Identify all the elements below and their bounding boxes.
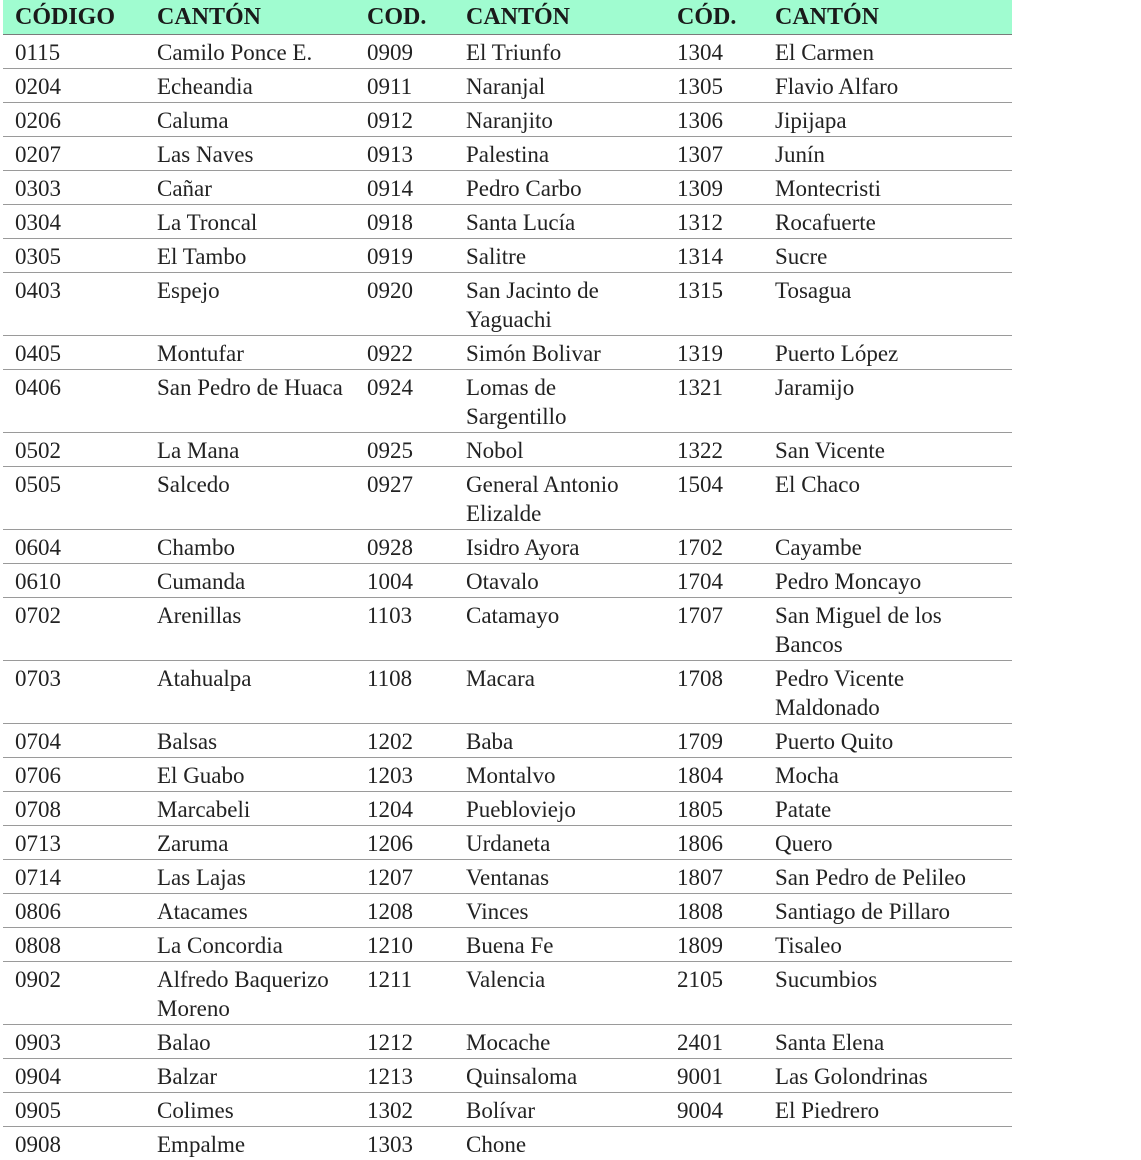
cell-code: 0914 [355,171,454,205]
cell-code: 1806 [665,826,763,860]
cell-canton: San Pedro de Pelileo [763,860,1012,894]
cell-canton: Colimes [145,1093,355,1127]
cell-code: 0206 [3,103,145,137]
cell-canton: Balao [145,1025,355,1059]
cell-code: 1312 [665,205,763,239]
cell-code: 1504 [665,467,763,530]
cell-code: 0922 [355,336,454,370]
cell-canton: Salcedo [145,467,355,530]
cell-canton: San Jacinto de Yaguachi [454,273,665,336]
cell-canton: Camilo Ponce E. [145,35,355,69]
cell-code: 1207 [355,860,454,894]
cell-canton: Balsas [145,724,355,758]
cell-canton: Valencia [454,962,665,1025]
cell-code: 1302 [355,1093,454,1127]
cell-code: 1314 [665,239,763,273]
cell-code: 1709 [665,724,763,758]
cell-code: 1809 [665,928,763,962]
cell-code: 0502 [3,433,145,467]
cell-canton: Lomas de Sargentillo [454,370,665,433]
cell-canton: Mocache [454,1025,665,1059]
cell-canton: Mocha [763,758,1012,792]
table-body [3,35,1012,1160]
cell-canton: Macara [454,661,665,724]
table-row [3,433,1012,467]
cell-code: 0405 [3,336,145,370]
table-row [3,661,1012,724]
cell-code: 2105 [665,962,763,1025]
cell-canton: Echeandia [145,69,355,103]
cell-canton: General Antonio Elizalde [454,467,665,530]
cell-canton: El Guabo [145,758,355,792]
cell-code: 1322 [665,433,763,467]
cell-canton: Montufar [145,336,355,370]
cell-code: 0925 [355,433,454,467]
cell-code: 0403 [3,273,145,336]
header-canton: CANTÓN [145,0,355,35]
cell-canton: Caluma [145,103,355,137]
cell-canton: Jaramijo [763,370,1012,433]
cell-canton: Junín [763,137,1012,171]
cell-canton: Pedro Carbo [454,171,665,205]
cell-canton: Balzar [145,1059,355,1093]
cell-code: 0704 [3,724,145,758]
cell-canton: Marcabeli [145,792,355,826]
cell-code: 0115 [3,35,145,69]
cell-code: 1804 [665,758,763,792]
cell-code: 0604 [3,530,145,564]
cell-code: 0702 [3,598,145,661]
cell-code: 1321 [665,370,763,433]
cell-code: 0903 [3,1025,145,1059]
cell-code: 0706 [3,758,145,792]
cell-canton: Cumanda [145,564,355,598]
cell-canton: Puebloviejo [454,792,665,826]
cell-code: 0703 [3,661,145,724]
cell-code: 1206 [355,826,454,860]
table-row [3,370,1012,433]
cell-canton: Tosagua [763,273,1012,336]
cell-canton: Isidro Ayora [454,530,665,564]
cell-canton: Cayambe [763,530,1012,564]
cell-canton: San Pedro de Huaca [145,370,355,433]
cell-canton: Sucumbios [763,962,1012,1025]
cell-code: 1203 [355,758,454,792]
table-row [3,1025,1012,1059]
cell-canton: Simón Bolivar [454,336,665,370]
cell-code: 1807 [665,860,763,894]
cell-canton: Las Golondrinas [763,1059,1012,1093]
cell-canton: Urdaneta [454,826,665,860]
cell-code: 1004 [355,564,454,598]
table-row [3,826,1012,860]
table-row [3,205,1012,239]
table-row [3,171,1012,205]
cell-canton: El Piedrero [763,1093,1012,1127]
cell-code: 1211 [355,962,454,1025]
cell-canton: Santiago de Pillaro [763,894,1012,928]
cell-code: 0204 [3,69,145,103]
cell-code: 1707 [665,598,763,661]
cell-code: 1307 [665,137,763,171]
table-row [3,598,1012,661]
cell-code: 0304 [3,205,145,239]
cell-code: 1304 [665,35,763,69]
cell-code: 0908 [3,1127,145,1160]
table-row [3,1093,1012,1127]
cell-canton: El Tambo [145,239,355,273]
cell-code: 1212 [355,1025,454,1059]
cell-code: 0303 [3,171,145,205]
cell-canton: Montalvo [454,758,665,792]
cell-code [665,1127,763,1160]
cell-code: 1108 [355,661,454,724]
header-canton: CANTÓN [454,0,665,35]
cell-code: 0505 [3,467,145,530]
cell-canton: Ventanas [454,860,665,894]
header-canton: CANTÓN [763,0,1012,35]
cell-canton [763,1127,1012,1160]
cell-canton: Puerto López [763,336,1012,370]
cell-code: 0911 [355,69,454,103]
table-row [3,273,1012,336]
cell-canton: Santa Lucía [454,205,665,239]
cell-code: 0305 [3,239,145,273]
cell-code: 1213 [355,1059,454,1093]
cell-canton: Arenillas [145,598,355,661]
cell-code: 0708 [3,792,145,826]
cell-canton: El Chaco [763,467,1012,530]
cell-canton: Atahualpa [145,661,355,724]
cell-code: 1315 [665,273,763,336]
table-row [3,530,1012,564]
cell-code: 1702 [665,530,763,564]
cell-code: 0713 [3,826,145,860]
header-cod: COD. [355,0,454,35]
cell-code: 0714 [3,860,145,894]
table-row [3,962,1012,1025]
cell-code: 0913 [355,137,454,171]
cell-canton: Cañar [145,171,355,205]
cell-canton: Buena Fe [454,928,665,962]
cell-code: 1204 [355,792,454,826]
cell-canton: Atacames [145,894,355,928]
table-header [3,0,1012,35]
cell-canton: Tisaleo [763,928,1012,962]
cell-code: 0902 [3,962,145,1025]
cell-code: 0912 [355,103,454,137]
cell-code: 1808 [665,894,763,928]
header-cod: CÓD. [665,0,763,35]
cell-canton: Naranjal [454,69,665,103]
cell-canton: Chone [454,1127,665,1160]
cell-code: 0924 [355,370,454,433]
cell-canton: Chambo [145,530,355,564]
cell-canton: Salitre [454,239,665,273]
cell-code: 1208 [355,894,454,928]
cell-canton: San Miguel de los Bancos [763,598,1012,661]
table-row [3,35,1012,69]
cell-code: 1306 [665,103,763,137]
cell-canton: Sucre [763,239,1012,273]
cell-code: 0904 [3,1059,145,1093]
table-row [3,564,1012,598]
cell-canton: Las Naves [145,137,355,171]
cell-code: 1704 [665,564,763,598]
cell-canton: La Troncal [145,205,355,239]
cell-canton: El Triunfo [454,35,665,69]
table-row [3,792,1012,826]
cell-canton: Naranjito [454,103,665,137]
table-row [3,724,1012,758]
header-codigo: CÓDIGO [3,0,145,35]
cell-canton: Pedro Vicente Maldonado [763,661,1012,724]
cell-code: 0918 [355,205,454,239]
cell-canton: La Mana [145,433,355,467]
cell-canton: Las Lajas [145,860,355,894]
cell-canton: El Carmen [763,35,1012,69]
cell-code: 0406 [3,370,145,433]
cell-code: 1309 [665,171,763,205]
cell-canton: Vinces [454,894,665,928]
cell-code: 9004 [665,1093,763,1127]
cell-code: 0905 [3,1093,145,1127]
cell-code: 1805 [665,792,763,826]
cell-canton: Otavalo [454,564,665,598]
table-row [3,336,1012,370]
cell-canton: Jipijapa [763,103,1012,137]
cell-code: 0207 [3,137,145,171]
table-row [3,928,1012,962]
cell-canton: Quinsaloma [454,1059,665,1093]
cell-canton: San Vicente [763,433,1012,467]
cell-canton: Santa Elena [763,1025,1012,1059]
table-row [3,239,1012,273]
cell-canton: Bolívar [454,1093,665,1127]
cell-code: 1303 [355,1127,454,1160]
cell-code: 0920 [355,273,454,336]
cell-code: 1202 [355,724,454,758]
cell-code: 0928 [355,530,454,564]
cell-code: 1103 [355,598,454,661]
cell-canton: Zaruma [145,826,355,860]
cell-code: 1210 [355,928,454,962]
cell-canton: Empalme [145,1127,355,1160]
cell-code: 0919 [355,239,454,273]
cell-code: 1319 [665,336,763,370]
cell-canton: Baba [454,724,665,758]
cell-canton: Quero [763,826,1012,860]
cell-code: 1708 [665,661,763,724]
cell-canton: Patate [763,792,1012,826]
cell-code: 1305 [665,69,763,103]
cell-canton: Rocafuerte [763,205,1012,239]
cell-canton: Montecristi [763,171,1012,205]
canton-codes-table [3,0,1012,1160]
cell-code: 0909 [355,35,454,69]
cell-code: 0808 [3,928,145,962]
cell-code: 0610 [3,564,145,598]
table-row [3,894,1012,928]
cell-canton: Espejo [145,273,355,336]
cell-code: 0927 [355,467,454,530]
cell-canton: Nobol [454,433,665,467]
table-row [3,860,1012,894]
cell-canton: Flavio Alfaro [763,69,1012,103]
cell-code: 9001 [665,1059,763,1093]
cell-canton: Alfredo Baquerizo Moreno [145,962,355,1025]
table-row [3,758,1012,792]
cell-canton: Catamayo [454,598,665,661]
header-row [3,0,1012,35]
cell-canton: Pedro Moncayo [763,564,1012,598]
cell-canton: La Concordia [145,928,355,962]
cell-canton: Palestina [454,137,665,171]
cell-code: 2401 [665,1025,763,1059]
table-row [3,103,1012,137]
table-row [3,1059,1012,1093]
cell-canton: Puerto Quito [763,724,1012,758]
cell-code: 0806 [3,894,145,928]
table-row [3,69,1012,103]
table-row [3,467,1012,530]
table-row [3,1127,1012,1160]
table-row [3,137,1012,171]
